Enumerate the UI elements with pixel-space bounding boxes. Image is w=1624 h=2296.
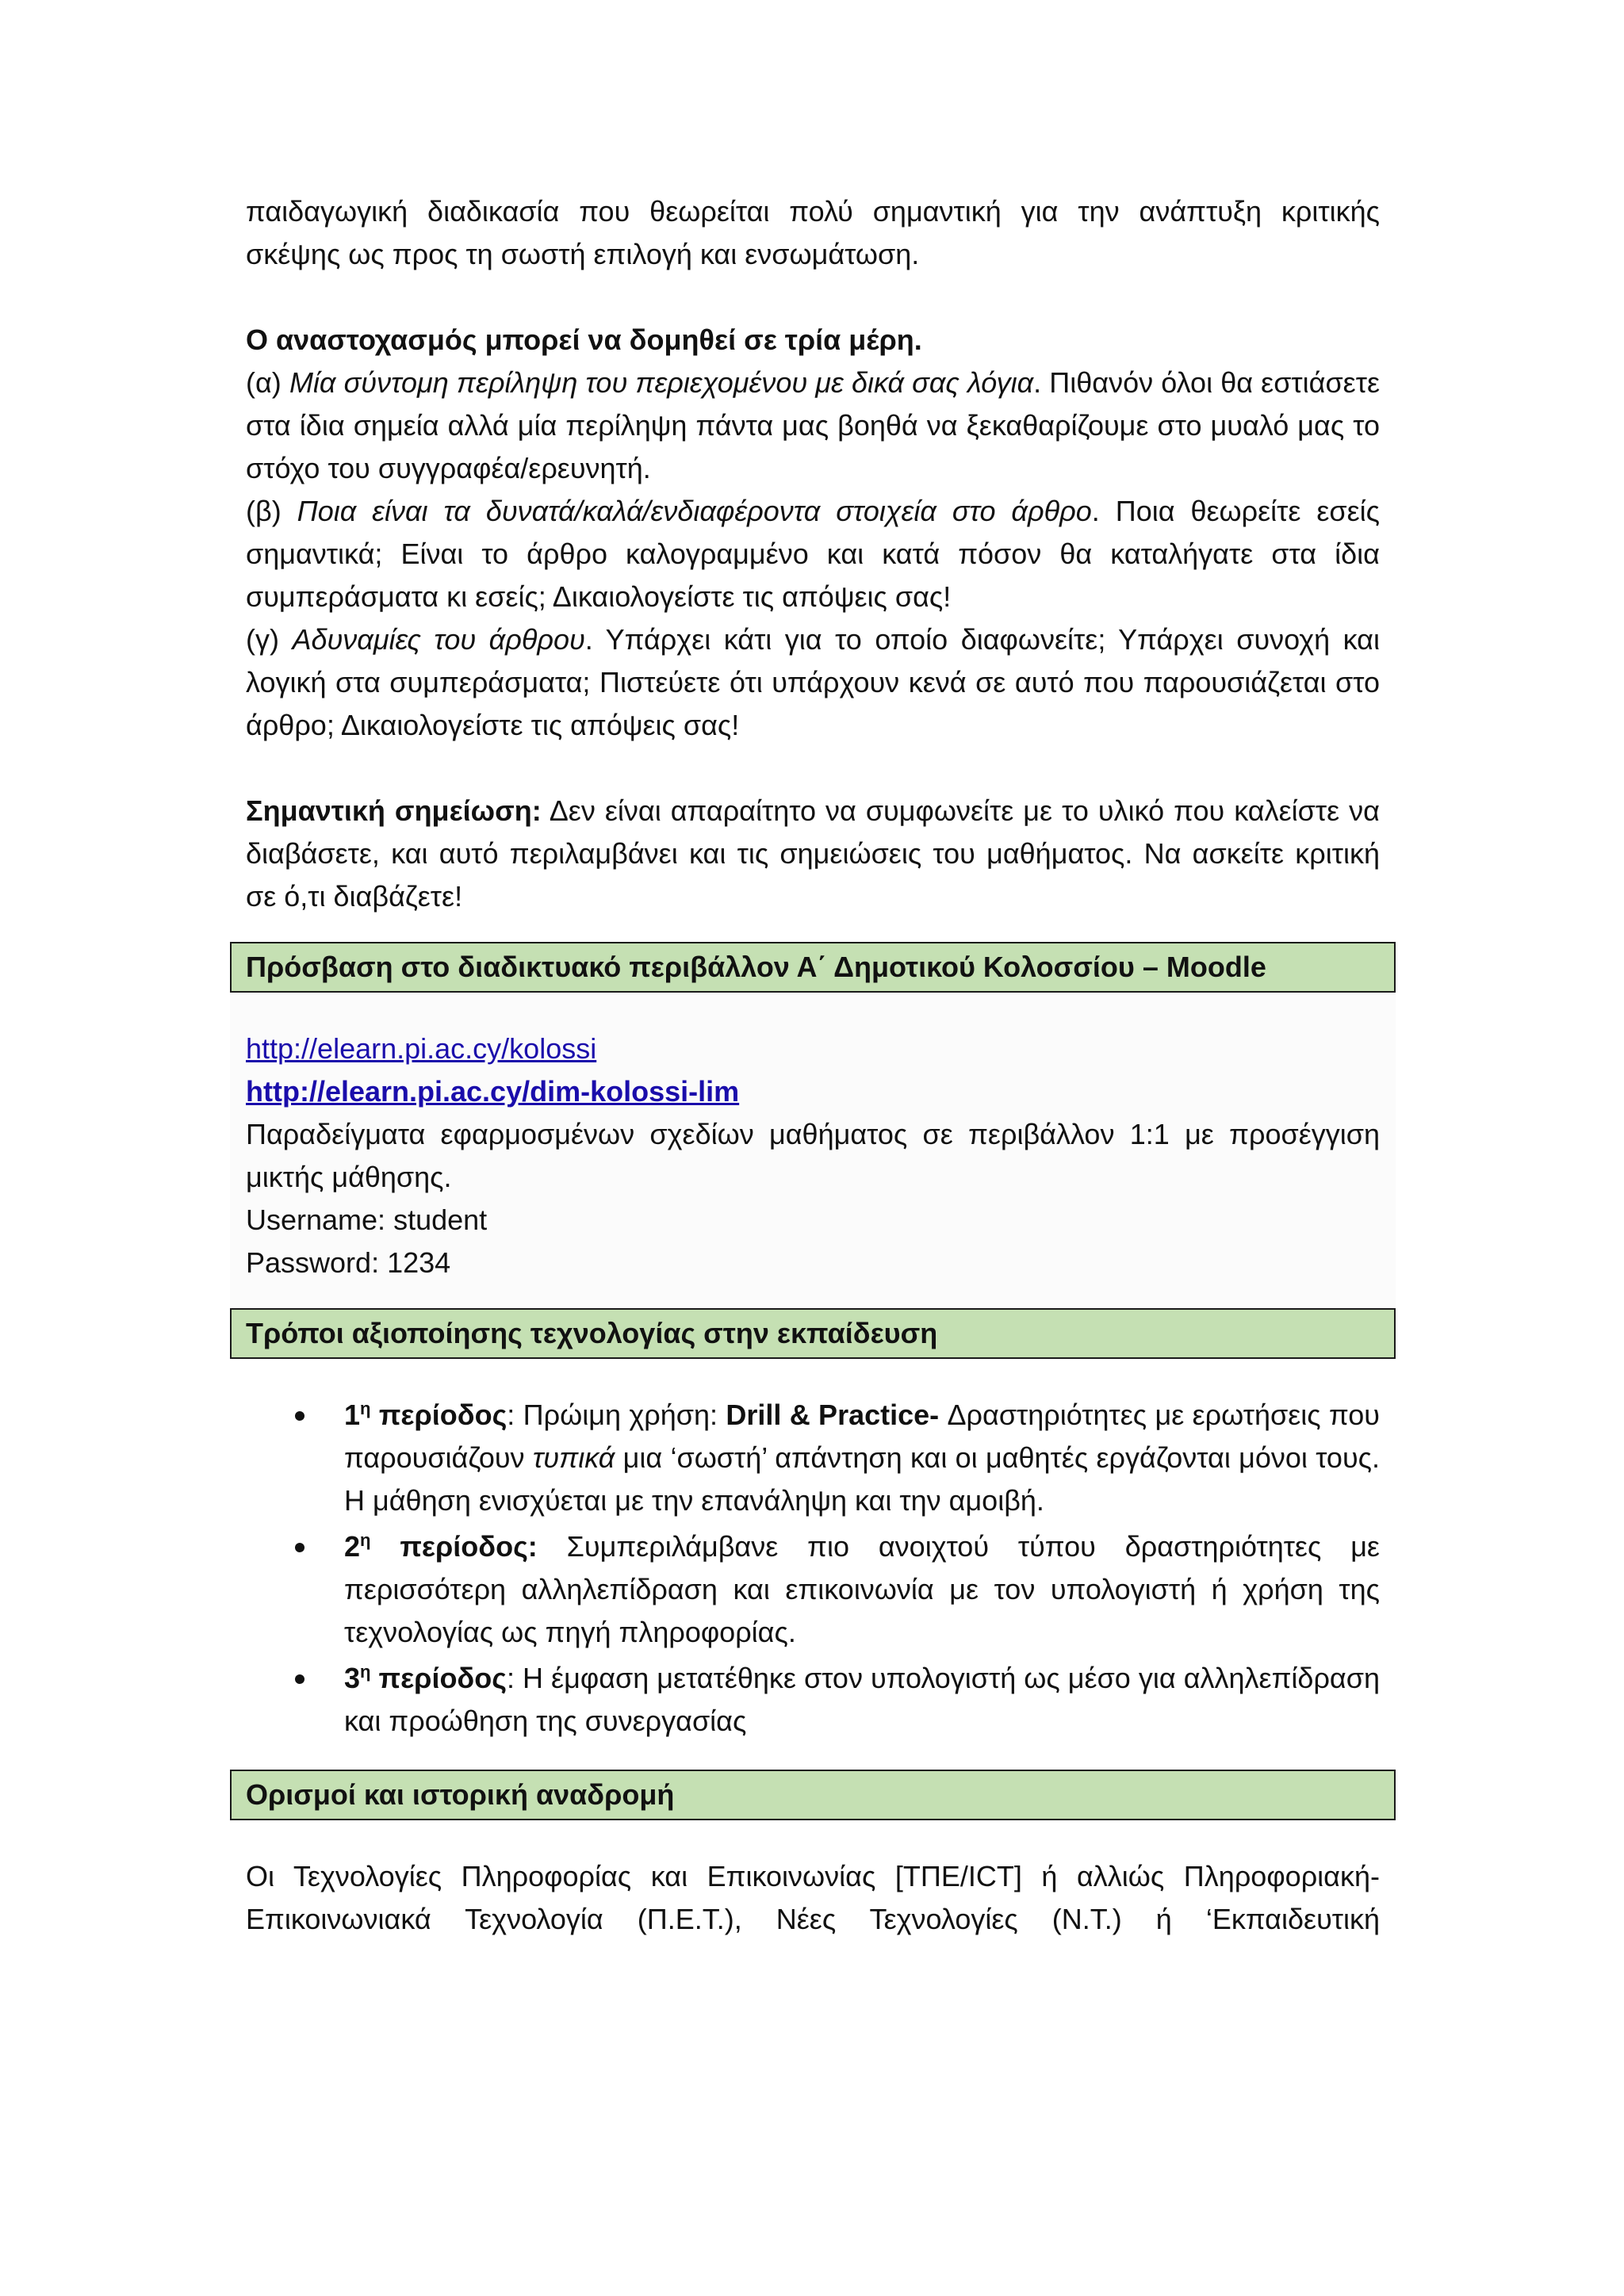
definitions-line-1: Οι Τεχνολογίες Πληροφορίας και Επικοινωνίας [ΤΠΕ/ICT] ή αλλιώς Πληροφοριακή- — [246, 1860, 1380, 1892]
important-note: Σημαντική σημείωση: Δεν είναι απαραίτητο να συμφωνείτε με το υλικό που καλείστε να διαβάσετε, και αυτό περιλαμβάνει και τις σημειώσεις του μαθήματος. Να ασκείτε κριτική σε ό,τι διαβάζετε! — [246, 794, 1380, 913]
page-content — [246, 190, 1380, 1941]
reflection-part-b: (β) Ποια είναι τα δυνατά/καλά/ενδιαφέροντα στοιχεία στο άρθρο. Ποια θεωρείτε εσείς σημαντικά; Είναι το άρθρο καλογραμμένο και κατά πόσον θα καταλήγατε στα ίδια συμπεράσματα κι εσείς; Δικαιολογείστε τις απόψεις σας! — [246, 495, 1381, 613]
list-item-period-1: $1^\eta$ περίοδος: Πρώιμη χρήση: Drill & Practice- Δραστηριότητες με ερωτήσεις που παρουσιάζουν τυπικά μια ‘σωστή’ απάντηση και οι μαθητές εργάζονται μόνοι τους. Η μάθηση ενισχύεται με την επανάληψη και την αμοιβή. — [344, 1394, 1380, 1522]
section-heading-technology-uses: Τρόποι αξιοποίησης τεχνολογίας στην εκπαίδευση — [230, 1308, 1396, 1359]
reflection-part-c: (γ) Αδυναμίες του άρθρου. Υπάρχει κάτι για το οποίο διαφωνείτε; Υπάρχει συνοχή και λογική στα συμπεράσματα; Πιστεύετε ότι υπάρχουν κενά σε αυτό που παρουσιάζεται στο άρθρο; Δικαιολογείστε τις απόψεις σας! — [246, 623, 1380, 741]
moodle-access-block — [230, 993, 1396, 1308]
intro-line-2: σκέψης ως προς τη σωστή επιλογή και ενσωμάτωση. — [246, 238, 920, 270]
list-item-period-2: $2^\eta$ περίοδος: Συμπεριλάμβανε πιο ανοιχτού τύπου δραστηριότητες με περισσότερη αλληλεπίδραση και επικοινωνία με τον υπολογιστή ή χρήση της τεχνολογίας ως πηγή πληροφορίας. — [344, 1525, 1380, 1654]
bullet-icon — [295, 1543, 304, 1552]
lesson-plans-examples: Παραδείγματα εφαρμοσμένων σχεδίων μαθήματος σε περιβάλλον 1:1 με προσέγγιση μικτής μάθησης. — [246, 1118, 1380, 1193]
reflection-title: Ο αναστοχασμός μπορεί να δομηθεί σε τρία μέρη. — [246, 323, 922, 356]
periods-list — [246, 1394, 1380, 1743]
kolossi-link[interactable]: http://elearn.pi.ac.cy/kolossi — [246, 1032, 597, 1065]
bullet-icon — [295, 1674, 304, 1684]
reflection-part-a: (α) Μία σύντομη περίληψη του περιεχομένου με δικά σας λόγια. Πιθανόν όλοι θα εστιάσετε στα ίδια σημεία αλλά μία περίληψη πάντα μας βοηθά να ξεκαθαρίζουμε στο μυαλό μας το στόχο του συγγραφέα/ερευνητή. — [246, 366, 1380, 484]
definitions-line-2: Επικοινωνιακά Τεχνολογία (Π.Ε.Τ.), Νέες Τεχνολογίες (Ν.Τ.) ή ‘Εκπαιδευτική — [246, 1903, 1380, 1935]
section-heading-moodle-access: Πρόσβαση στο διαδικτυακό περιβάλλον Α΄ Δημοτικού Κολοσσίου – Moodle — [230, 942, 1396, 993]
bullet-icon — [295, 1411, 304, 1421]
section-heading-definitions-history: Ορισμοί και ιστορική αναδρομή — [230, 1770, 1396, 1820]
intro-line-1: παιδαγωγική διαδικασία που θεωρείται πολύ σημαντική για την ανάπτυξη κριτικής — [246, 195, 1380, 228]
username-text: Username: student — [246, 1203, 488, 1236]
list-item-period-3: $3^\eta$ περίοδος: Η έμφαση μετατέθηκε στον υπολογιστή ως μέσο για αλληλεπίδραση και προώθηση της συνεργασίας — [344, 1657, 1380, 1743]
password-text: Password: 1234 — [246, 1246, 451, 1279]
dim-kolossi-lim-link[interactable]: http://elearn.pi.ac.cy/dim-kolossi-lim — [246, 1075, 740, 1108]
